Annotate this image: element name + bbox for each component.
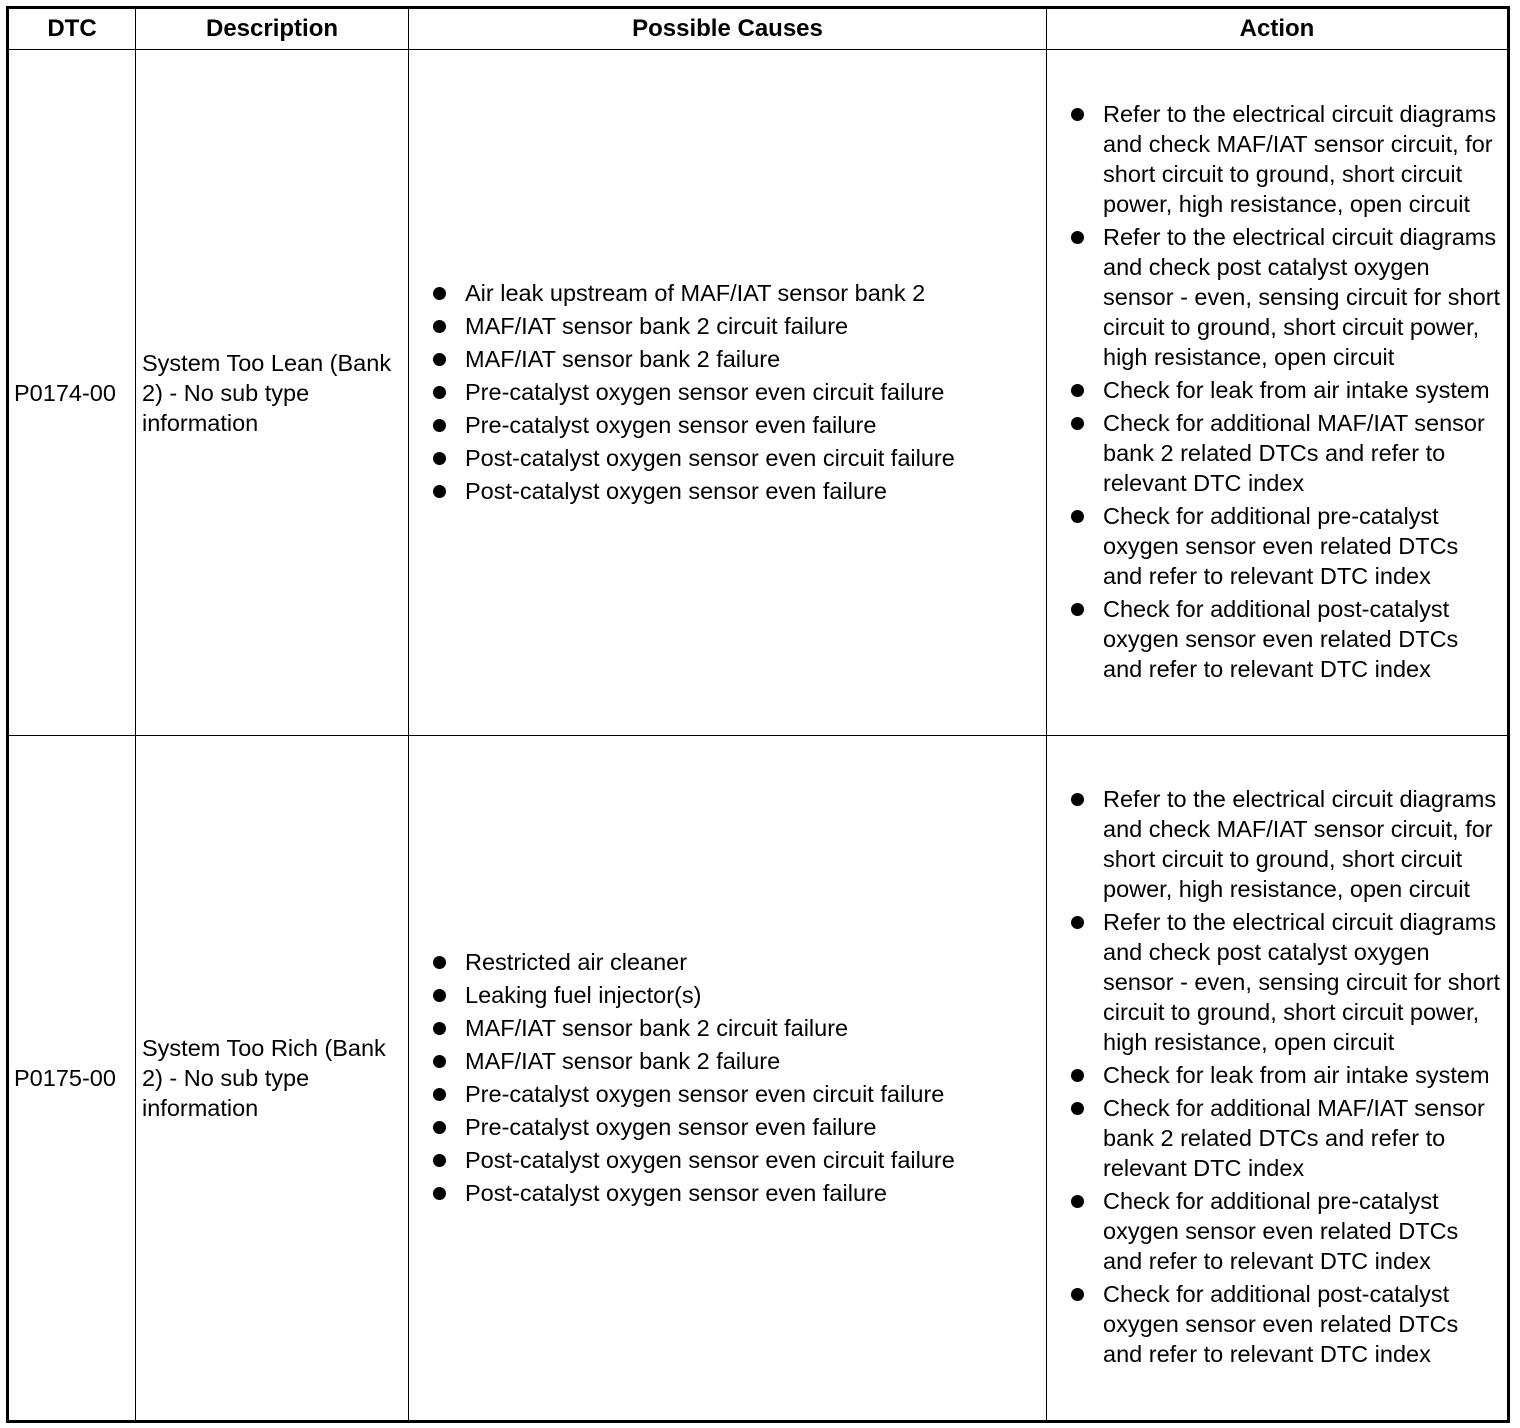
- action-item: [1071, 1060, 1501, 1090]
- header-dtc: DTC: [8, 8, 136, 50]
- header-action: Action: [1047, 8, 1509, 50]
- cause-text: Post-catalyst oxygen sensor even failure: [465, 1180, 887, 1206]
- cause-item: [433, 343, 1046, 376]
- cause-item: [433, 979, 1046, 1012]
- action-item: [1071, 375, 1501, 405]
- bullet-icon: [1071, 408, 1085, 498]
- action-text: Check for leak from air intake system: [1103, 376, 1490, 403]
- action-text: Refer to the electrical circuit diagrams and check post catalyst oxygen sensor - even, sensing circuit for short circuit to ground, short circuit power, high resistance, open circuit: [1103, 909, 1501, 1055]
- dtc-code: P0174-00: [8, 50, 136, 736]
- causes-list: [433, 277, 1046, 508]
- bullet-icon: [433, 1078, 447, 1111]
- bullet-icon: [1071, 99, 1085, 219]
- cause-text: Pre-catalyst oxygen sensor even failure: [465, 412, 877, 438]
- bullet-icon: [433, 979, 447, 1012]
- action-item: [1071, 594, 1501, 684]
- bullet-icon: [433, 475, 447, 508]
- action-text: Check for additional pre-catalyst oxygen sensor even related DTCs and refer to relevant DTC index: [1103, 1188, 1459, 1274]
- bullet-icon: [433, 1012, 447, 1045]
- cause-text: MAF/IAT sensor bank 2 failure: [465, 346, 781, 372]
- action-item: [1071, 784, 1501, 904]
- cause-item: [433, 1012, 1046, 1045]
- cause-text: Pre-catalyst oxygen sensor even failure: [465, 1114, 877, 1140]
- action-text: Check for additional MAF/IAT sensor bank 2 related DTCs and refer to relevant DTC index: [1103, 409, 1485, 496]
- bullet-icon: [433, 946, 447, 979]
- cause-text: MAF/IAT sensor bank 2 circuit failure: [465, 313, 849, 339]
- cause-text: Post-catalyst oxygen sensor even circuit failure: [465, 1147, 955, 1173]
- cause-item: [433, 1045, 1046, 1078]
- table-row: [8, 50, 1509, 736]
- cause-text: Post-catalyst oxygen sensor even failure: [465, 478, 887, 504]
- action-item: [1071, 1186, 1501, 1276]
- action-text: Check for leak from air intake system: [1103, 1062, 1490, 1088]
- bullet-icon: [433, 376, 447, 409]
- action-cell: [1047, 736, 1509, 1422]
- cause-item: [433, 409, 1046, 442]
- cause-text: MAF/IAT sensor bank 2 failure: [465, 1048, 781, 1074]
- bullet-icon: [1071, 1186, 1085, 1276]
- action-item: [1071, 1279, 1501, 1369]
- cause-text: Post-catalyst oxygen sensor even circuit failure: [465, 445, 955, 471]
- bullet-icon: [433, 442, 447, 475]
- cause-text: MAF/IAT sensor bank 2 circuit failure: [465, 1015, 849, 1041]
- bullet-icon: [1071, 1279, 1085, 1369]
- dtc-code: P0175-00: [8, 736, 136, 1422]
- cause-text: Leaking fuel injector(s): [465, 982, 702, 1008]
- header-description: Description: [136, 8, 409, 50]
- possible-causes-cell: [409, 736, 1047, 1422]
- action-text: Check for additional pre-catalyst oxygen sensor even related DTCs and refer to relevant DTC index: [1103, 502, 1459, 589]
- cause-text: Air leak upstream of MAF/IAT sensor bank 2: [465, 280, 926, 306]
- bullet-icon: [433, 310, 447, 343]
- bullet-icon: [1071, 1093, 1085, 1183]
- causes-list: [433, 946, 1046, 1210]
- action-text: Refer to the electrical circuit diagrams and check post catalyst oxygen sensor - even, sensing circuit for short circuit to ground, short circuit power, high resistance, open circuit: [1103, 223, 1501, 370]
- bullet-icon: [433, 1111, 447, 1144]
- action-item: [1071, 222, 1501, 372]
- bullet-icon: [1071, 375, 1085, 405]
- actions-list: [1071, 784, 1501, 1369]
- bullet-icon: [1071, 222, 1085, 372]
- action-item: [1071, 501, 1501, 591]
- bullet-icon: [1071, 594, 1085, 684]
- bullet-icon: [1071, 501, 1085, 591]
- dtc-description: System Too Rich (Bank 2) - No sub type information: [136, 736, 409, 1422]
- header-possible-causes: Possible Causes: [409, 8, 1047, 50]
- cause-text: Restricted air cleaner: [465, 949, 688, 975]
- action-text: Check for additional MAF/IAT sensor bank 2 related DTCs and refer to relevant DTC index: [1103, 1095, 1485, 1181]
- cause-item: [433, 1111, 1046, 1144]
- actions-list: [1071, 99, 1501, 684]
- cause-item: [433, 946, 1046, 979]
- cause-item: [433, 1177, 1046, 1210]
- bullet-icon: [1071, 1060, 1085, 1090]
- bullet-icon: [433, 1045, 447, 1078]
- action-item: [1071, 99, 1501, 219]
- cause-item: [433, 277, 1046, 310]
- cause-item: [433, 475, 1046, 508]
- action-item: [1071, 907, 1501, 1057]
- action-text: Refer to the electrical circuit diagrams and check MAF/IAT sensor circuit, for short circuit to ground, short circuit power, high resistance, open circuit: [1103, 786, 1497, 902]
- dtc-description: System Too Lean (Bank 2) - No sub type information: [136, 50, 409, 736]
- dtc-table: [6, 6, 1510, 1423]
- bullet-icon: [433, 277, 447, 310]
- table-row: [8, 736, 1509, 1422]
- possible-causes-cell: [409, 50, 1047, 736]
- action-text: Refer to the electrical circuit diagrams and check MAF/IAT sensor circuit, for short circuit to ground, short circuit power, high resistance, open circuit: [1103, 100, 1497, 217]
- header-row: [8, 8, 1509, 50]
- cause-item: [433, 1078, 1046, 1111]
- bullet-icon: [433, 343, 447, 376]
- action-text: Check for additional post-catalyst oxygen sensor even related DTCs and refer to relevant DTC index: [1103, 595, 1459, 682]
- cause-item: [433, 310, 1046, 343]
- cause-item: [433, 442, 1046, 475]
- cause-item: [433, 1144, 1046, 1177]
- action-text: Check for additional post-catalyst oxygen sensor even related DTCs and refer to relevant DTC index: [1103, 1281, 1459, 1367]
- action-item: [1071, 1093, 1501, 1183]
- action-item: [1071, 408, 1501, 498]
- cause-item: [433, 376, 1046, 409]
- bullet-icon: [433, 1144, 447, 1177]
- bullet-icon: [433, 409, 447, 442]
- action-cell: [1047, 50, 1509, 736]
- cause-text: Pre-catalyst oxygen sensor even circuit failure: [465, 1081, 945, 1107]
- bullet-icon: [433, 1177, 447, 1210]
- bullet-icon: [1071, 907, 1085, 1057]
- bullet-icon: [1071, 784, 1085, 904]
- cause-text: Pre-catalyst oxygen sensor even circuit failure: [465, 379, 945, 405]
